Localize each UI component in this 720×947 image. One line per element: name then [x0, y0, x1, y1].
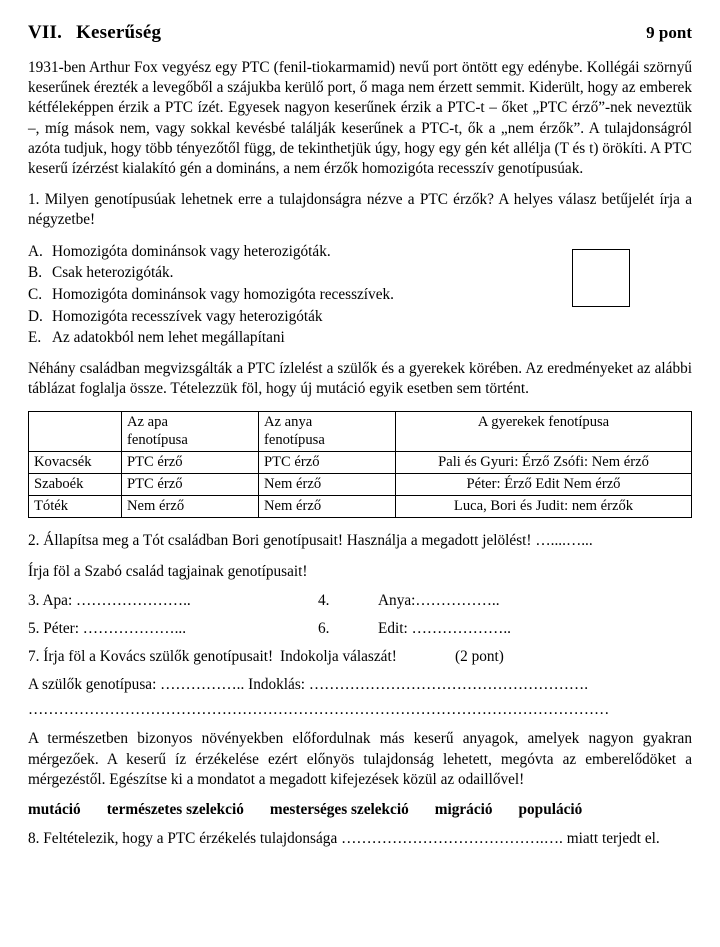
row-2-family: Tóték	[29, 495, 122, 517]
row-2-children: Luca, Bori és Judit: nem érzők	[396, 495, 692, 517]
question-7-part2: Indokolja válaszát!	[280, 648, 397, 666]
task-title: Keserűség	[76, 22, 162, 43]
page-header	[28, 22, 692, 44]
option-a-letter: A.	[28, 242, 43, 260]
question-7-points: (2 pont)	[455, 648, 504, 666]
row-1-family: Szaboék	[29, 473, 122, 495]
row-1-mother: Nem érző	[259, 473, 396, 495]
table-intro-paragraph: Néhány családban megvizsgálták a PTC ízlelést a szülők és a gyerekek körében. Az eredményeket az alábbi táblázat foglalja össze. Tételezzük föl, hogy új mutáció egyik esetben sem történt.	[28, 360, 692, 398]
szabo-instruction: Írja föl a Szabó család tagjainak genotípusait!	[28, 562, 308, 580]
question-7-answer-line-2[interactable]: ……………………………………………………………………………………………………	[28, 700, 610, 718]
term-mesterseges-szelekcio[interactable]: mesterséges szelekció	[269, 801, 409, 819]
header-father	[122, 412, 259, 451]
field-6-number: 6.	[318, 620, 330, 638]
task-number: VII.	[28, 22, 63, 43]
question-7-answer-line-1[interactable]: A szülők genotípusa: …………….. Indoklás: ……………………………………………….	[28, 676, 589, 694]
term-choices	[28, 801, 692, 819]
term-termeszetes-szelekcio[interactable]: természetes szelekció	[106, 801, 244, 819]
intro-paragraph: 1931-ben Arthur Fox vegyész egy PTC (fenil-tiokarmamid) nevű port öntött egy edénybe. Kollégái szörnyű keserűnek érezték a levegőből a szájukba kerülő port, ő maga nem érzett semmit. Kiderült, hogy az emberek kétféleképpen érzik a PTC ízét. Egyesek nagyon keserűnek érzik a PTC-t – őket „PTC érző”-nek neveztük –, míg mások nem, vagy sokkal kevésbé találják keserűnek a PTC-t, ők a „nem érzők”. A tulajdonságról azóta tudjuk, hogy több tényezőtől függ, de tekinthetjük úgy, hogy egy gén két allélja (T és t) örökíti. A PTC keserű ízérzést kialakító gén a domináns, a nem érzők homozigóta recesszív genotípusúak.	[28, 59, 692, 177]
fields-row-1	[28, 592, 692, 610]
header-children: A gyerekek fenotípusa	[396, 412, 692, 451]
option-e-text: Az adatokból nem lehet megállapítani	[52, 329, 285, 347]
term-mutacio[interactable]: mutáció	[28, 801, 81, 819]
row-1-children: Péter: Érző Edit Nem érző	[396, 473, 692, 495]
table-row	[29, 473, 692, 495]
option-c-letter: C.	[28, 285, 43, 303]
option-b-letter: B.	[28, 264, 43, 282]
closing-paragraph: A természetben bizonyos növényekben előfordulnak más keserű anyagok, amelyek nagyon gyakran mérgezőek. A keserű íz érzékelése ezért előnyös tulajdonság lehetett, megóvta az emberelődöket a mérgezéstől. Egészítse ki a mondatot a megadott kifejezések közül az odaillővel!	[28, 730, 692, 788]
question-7-part1: 7. Írja föl a Kovács szülők genotípusait!	[28, 648, 274, 666]
table-row	[29, 495, 692, 517]
row-0-family: Kovacsék	[29, 451, 122, 473]
field-6-edit[interactable]: Edit: ………………..	[378, 620, 511, 638]
header-father-line2: fenotípusa	[127, 431, 188, 448]
row-1-father: PTC érző	[122, 473, 259, 495]
term-migracio[interactable]: migráció	[434, 801, 493, 819]
header-mother	[259, 412, 396, 451]
points-label: 9 pont	[646, 23, 692, 42]
question-8: 8. Feltételezik, hogy a PTC érzékelés tulajdonsága ………………………………….…. miatt terjedt el.	[28, 830, 660, 848]
option-a-text: Homozigóta dominánsok vagy heterozigóták.	[52, 242, 331, 260]
row-2-mother: Nem érző	[259, 495, 396, 517]
answer-box[interactable]	[572, 249, 630, 307]
question-7-row	[28, 648, 692, 666]
option-c-text: Homozigóta dominánsok vagy homozigóta recesszívek.	[52, 285, 394, 303]
option-d-text: Homozigóta recesszívek vagy heterozigóták	[52, 307, 323, 325]
question-2: 2. Állapítsa meg a Tót családban Bori genotípusait! Használja a megadott jelölést! …....…...	[28, 531, 593, 549]
table-row	[29, 451, 692, 473]
option-b-text: Csak heterozigóták.	[52, 264, 174, 282]
phenotype-table	[28, 411, 692, 517]
row-0-mother: PTC érző	[259, 451, 396, 473]
field-4-anya[interactable]: Anya:……………..	[378, 592, 500, 610]
field-4-number: 4.	[318, 592, 330, 610]
row-2-father: Nem érző	[122, 495, 259, 517]
header-family	[29, 412, 122, 451]
header-mother-line1: Az anya	[264, 414, 313, 431]
header-mother-line2: fenotípusa	[264, 431, 325, 448]
option-e[interactable]	[28, 327, 692, 349]
option-e-letter: E.	[28, 329, 42, 347]
row-0-children: Pali és Gyuri: Érző Zsófi: Nem érző	[396, 451, 692, 473]
term-populacio[interactable]: populáció	[518, 801, 583, 819]
table-header-row	[29, 412, 692, 451]
question-1-options	[28, 241, 692, 350]
page-title	[28, 22, 161, 44]
fields-row-2	[28, 620, 692, 638]
field-3-apa[interactable]: 3. Apa: …………………..	[28, 592, 191, 610]
option-d[interactable]	[28, 306, 692, 328]
option-d-letter: D.	[28, 307, 43, 325]
question-1-text: 1. Milyen genotípusúak lehetnek erre a tulajdonságra nézve a PTC érzők? A helyes válasz betűjelét írja a négyzetbe!	[28, 191, 692, 229]
field-5-peter[interactable]: 5. Péter: ………………...	[28, 620, 187, 638]
row-0-father: PTC érző	[122, 451, 259, 473]
header-father-line1: Az apa	[127, 414, 168, 431]
